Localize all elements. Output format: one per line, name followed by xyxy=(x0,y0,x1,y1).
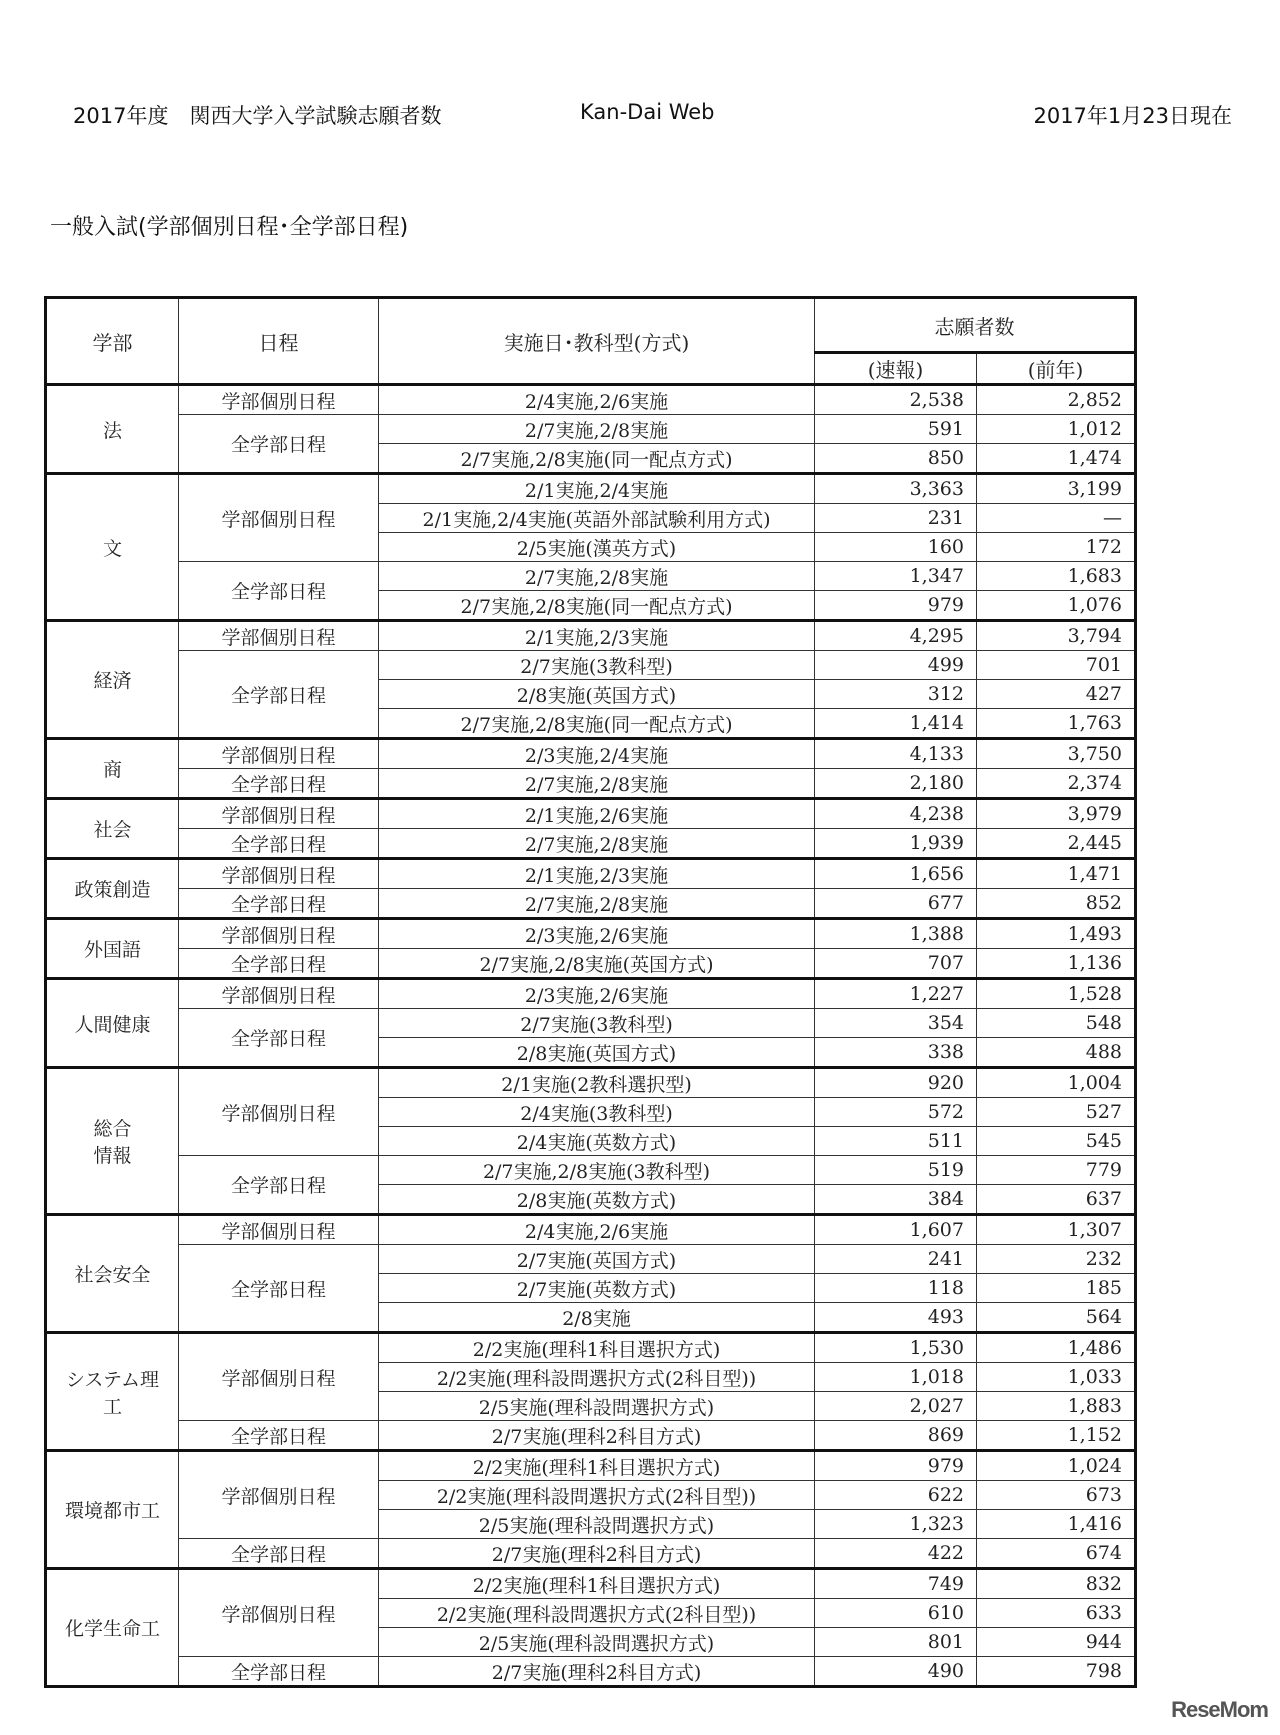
method-cell: 2/3実施,2/4実施 xyxy=(379,739,815,769)
current-count-cell: 2,538 xyxy=(815,385,977,415)
schedule-cell: 全学部日程 xyxy=(179,1009,379,1068)
table-row xyxy=(46,889,1136,919)
method-cell: 2/1実施,2/4実施(英語外部試験利用方式) xyxy=(379,504,815,533)
method-cell: 2/2実施(理科設問選択方式(2科目型)) xyxy=(379,1481,815,1510)
header-current: (速報) xyxy=(815,353,977,385)
faculty-cell: 外国語 xyxy=(46,919,179,979)
table-row xyxy=(46,1245,1136,1274)
previous-count-cell: — xyxy=(977,504,1136,533)
current-count-cell: 160 xyxy=(815,533,977,562)
current-count-cell: 3,363 xyxy=(815,474,977,504)
current-count-cell: 1,227 xyxy=(815,979,977,1009)
faculty-cell: 総合 情報 xyxy=(46,1068,179,1215)
method-cell: 2/2実施(理科1科目選択方式) xyxy=(379,1333,815,1363)
previous-count-cell: 1,004 xyxy=(977,1068,1136,1098)
table-row xyxy=(46,1156,1136,1185)
current-count-cell: 1,347 xyxy=(815,562,977,591)
current-count-cell: 1,939 xyxy=(815,829,977,859)
table-row xyxy=(46,474,1136,504)
table-row xyxy=(46,415,1136,444)
current-count-cell: 2,180 xyxy=(815,769,977,799)
schedule-cell: 全学部日程 xyxy=(179,1539,379,1569)
current-count-cell: 312 xyxy=(815,680,977,709)
previous-count-cell: 548 xyxy=(977,1009,1136,1038)
current-count-cell: 511 xyxy=(815,1127,977,1156)
method-cell: 2/8実施(英国方式) xyxy=(379,1038,815,1068)
previous-count-cell: 701 xyxy=(977,651,1136,680)
method-cell: 2/7実施(理科2科目方式) xyxy=(379,1539,815,1569)
current-count-cell: 572 xyxy=(815,1098,977,1127)
schedule-cell: 学部個別日程 xyxy=(179,1451,379,1539)
current-count-cell: 118 xyxy=(815,1274,977,1303)
table-row xyxy=(46,799,1136,829)
current-count-cell: 979 xyxy=(815,591,977,621)
table-body xyxy=(46,385,1136,1687)
current-count-cell: 1,414 xyxy=(815,709,977,739)
schedule-cell: 全学部日程 xyxy=(179,829,379,859)
method-cell: 2/7実施,2/8実施 xyxy=(379,769,815,799)
previous-count-cell: 674 xyxy=(977,1539,1136,1569)
previous-count-cell: 488 xyxy=(977,1038,1136,1068)
current-count-cell: 622 xyxy=(815,1481,977,1510)
schedule-cell: 学部個別日程 xyxy=(179,979,379,1009)
table-row xyxy=(46,949,1136,979)
previous-count-cell: 527 xyxy=(977,1098,1136,1127)
previous-count-cell: 3,199 xyxy=(977,474,1136,504)
table-row xyxy=(46,1068,1136,1098)
previous-count-cell: 832 xyxy=(977,1569,1136,1599)
method-cell: 2/7実施(英数方式) xyxy=(379,1274,815,1303)
current-count-cell: 4,238 xyxy=(815,799,977,829)
faculty-cell: 政策創造 xyxy=(46,859,179,919)
current-count-cell: 384 xyxy=(815,1185,977,1215)
table-row xyxy=(46,769,1136,799)
table-row xyxy=(46,859,1136,889)
method-cell: 2/8実施(英数方式) xyxy=(379,1185,815,1215)
faculty-cell: 商 xyxy=(46,739,179,799)
table-row xyxy=(46,651,1136,680)
table-row xyxy=(46,1333,1136,1363)
faculty-cell: 化学生命工 xyxy=(46,1569,179,1687)
previous-count-cell: 1,883 xyxy=(977,1392,1136,1421)
schedule-cell: 学部個別日程 xyxy=(179,859,379,889)
table-row xyxy=(46,1009,1136,1038)
table-row xyxy=(46,919,1136,949)
method-cell: 2/8実施(英国方式) xyxy=(379,680,815,709)
current-count-cell: 610 xyxy=(815,1599,977,1628)
schedule-cell: 学部個別日程 xyxy=(179,1068,379,1156)
previous-count-cell: 637 xyxy=(977,1185,1136,1215)
header-faculty: 学部 xyxy=(46,298,179,385)
faculty-cell: 経済 xyxy=(46,621,179,739)
faculty-cell: 法 xyxy=(46,385,179,474)
current-count-cell: 591 xyxy=(815,415,977,444)
previous-count-cell: 427 xyxy=(977,680,1136,709)
previous-count-cell: 1,528 xyxy=(977,979,1136,1009)
method-cell: 2/5実施(理科設問選択方式) xyxy=(379,1392,815,1421)
method-cell: 2/4実施,2/6実施 xyxy=(379,1215,815,1245)
previous-count-cell: 1,024 xyxy=(977,1451,1136,1481)
schedule-cell: 学部個別日程 xyxy=(179,1333,379,1421)
table-row xyxy=(46,385,1136,415)
method-cell: 2/7実施,2/8実施(3教科型) xyxy=(379,1156,815,1185)
current-count-cell: 869 xyxy=(815,1421,977,1451)
previous-count-cell: 1,416 xyxy=(977,1510,1136,1539)
previous-count-cell: 3,979 xyxy=(977,799,1136,829)
method-cell: 2/3実施,2/6実施 xyxy=(379,979,815,1009)
table-row xyxy=(46,1215,1136,1245)
table-row xyxy=(46,621,1136,651)
method-cell: 2/7実施,2/8実施(同一配点方式) xyxy=(379,591,815,621)
current-count-cell: 801 xyxy=(815,1628,977,1657)
applicants-table xyxy=(44,296,1137,1688)
header-previous: (前年) xyxy=(977,353,1136,385)
header-applicants: 志願者数 xyxy=(815,298,1136,353)
method-cell: 2/1実施,2/6実施 xyxy=(379,799,815,829)
previous-count-cell: 1,486 xyxy=(977,1333,1136,1363)
method-cell: 2/7実施(理科2科目方式) xyxy=(379,1421,815,1451)
method-cell: 2/1実施,2/3実施 xyxy=(379,621,815,651)
previous-count-cell: 564 xyxy=(977,1303,1136,1333)
previous-count-cell: 2,852 xyxy=(977,385,1136,415)
schedule-cell: 学部個別日程 xyxy=(179,1215,379,1245)
current-count-cell: 338 xyxy=(815,1038,977,1068)
method-cell: 2/2実施(理科設問選択方式(2科目型)) xyxy=(379,1599,815,1628)
table-row xyxy=(46,739,1136,769)
previous-count-cell: 852 xyxy=(977,889,1136,919)
schedule-cell: 学部個別日程 xyxy=(179,621,379,651)
current-count-cell: 850 xyxy=(815,444,977,474)
method-cell: 2/2実施(理科1科目選択方式) xyxy=(379,1569,815,1599)
current-count-cell: 422 xyxy=(815,1539,977,1569)
section-title: 一般入試(学部個別日程･全学部日程) xyxy=(50,215,409,240)
table-row xyxy=(46,1421,1136,1451)
current-count-cell: 1,656 xyxy=(815,859,977,889)
resemom-logo: ReseMom xyxy=(1171,1697,1268,1722)
method-cell: 2/7実施,2/8実施(同一配点方式) xyxy=(379,709,815,739)
method-cell: 2/7実施,2/8実施(英国方式) xyxy=(379,949,815,979)
previous-count-cell: 2,445 xyxy=(977,829,1136,859)
method-cell: 2/7実施(3教科型) xyxy=(379,1009,815,1038)
current-count-cell: 749 xyxy=(815,1569,977,1599)
method-cell: 2/5実施(理科設問選択方式) xyxy=(379,1628,815,1657)
previous-count-cell: 1,493 xyxy=(977,919,1136,949)
faculty-cell: 文 xyxy=(46,474,179,621)
method-cell: 2/2実施(理科設問選択方式(2科目型)) xyxy=(379,1363,815,1392)
previous-count-cell: 633 xyxy=(977,1599,1136,1628)
previous-count-cell: 798 xyxy=(977,1657,1136,1687)
method-cell: 2/7実施,2/8実施 xyxy=(379,562,815,591)
current-count-cell: 1,530 xyxy=(815,1333,977,1363)
document-title: 2017年度 関西大学入学試験志願者数 xyxy=(73,104,442,128)
table-row xyxy=(46,562,1136,591)
table-row xyxy=(46,979,1136,1009)
method-cell: 2/7実施(3教科型) xyxy=(379,651,815,680)
method-cell: 2/7実施,2/8実施 xyxy=(379,415,815,444)
method-cell: 2/3実施,2/6実施 xyxy=(379,919,815,949)
current-count-cell: 979 xyxy=(815,1451,977,1481)
current-count-cell: 354 xyxy=(815,1009,977,1038)
previous-count-cell: 1,474 xyxy=(977,444,1136,474)
schedule-cell: 全学部日程 xyxy=(179,1421,379,1451)
previous-count-cell: 185 xyxy=(977,1274,1136,1303)
current-count-cell: 490 xyxy=(815,1657,977,1687)
method-cell: 2/4実施,2/6実施 xyxy=(379,385,815,415)
header-method: 実施日･教科型(方式) xyxy=(379,298,815,385)
method-cell: 2/5実施(理科設問選択方式) xyxy=(379,1510,815,1539)
schedule-cell: 学部個別日程 xyxy=(179,474,379,562)
previous-count-cell: 1,763 xyxy=(977,709,1136,739)
previous-count-cell: 779 xyxy=(977,1156,1136,1185)
method-cell: 2/5実施(漢英方式) xyxy=(379,533,815,562)
schedule-cell: 学部個別日程 xyxy=(179,799,379,829)
schedule-cell: 学部個別日程 xyxy=(179,919,379,949)
method-cell: 2/7実施,2/8実施(同一配点方式) xyxy=(379,444,815,474)
schedule-cell: 全学部日程 xyxy=(179,415,379,474)
schedule-cell: 学部個別日程 xyxy=(179,739,379,769)
previous-count-cell: 1,076 xyxy=(977,591,1136,621)
previous-count-cell: 172 xyxy=(977,533,1136,562)
previous-count-cell: 1,471 xyxy=(977,859,1136,889)
current-count-cell: 4,133 xyxy=(815,739,977,769)
as-of-date: 2017年1月23日現在 xyxy=(1033,104,1232,128)
table-row xyxy=(46,1657,1136,1687)
previous-count-cell: 1,307 xyxy=(977,1215,1136,1245)
table-row xyxy=(46,829,1136,859)
previous-count-cell: 2,374 xyxy=(977,769,1136,799)
method-cell: 2/7実施,2/8実施 xyxy=(379,829,815,859)
faculty-cell: 社会 xyxy=(46,799,179,859)
method-cell: 2/8実施 xyxy=(379,1303,815,1333)
method-cell: 2/4実施(3教科型) xyxy=(379,1098,815,1127)
current-count-cell: 2,027 xyxy=(815,1392,977,1421)
previous-count-cell: 3,750 xyxy=(977,739,1136,769)
previous-count-cell: 673 xyxy=(977,1481,1136,1510)
current-count-cell: 707 xyxy=(815,949,977,979)
method-cell: 2/7実施(英国方式) xyxy=(379,1245,815,1274)
faculty-cell: 社会安全 xyxy=(46,1215,179,1333)
header-schedule: 日程 xyxy=(179,298,379,385)
current-count-cell: 1,018 xyxy=(815,1363,977,1392)
schedule-cell: 全学部日程 xyxy=(179,651,379,739)
schedule-cell: 全学部日程 xyxy=(179,889,379,919)
method-cell: 2/1実施,2/4実施 xyxy=(379,474,815,504)
previous-count-cell: 1,152 xyxy=(977,1421,1136,1451)
schedule-cell: 全学部日程 xyxy=(179,949,379,979)
current-count-cell: 920 xyxy=(815,1068,977,1098)
schedule-cell: 学部個別日程 xyxy=(179,385,379,415)
current-count-cell: 677 xyxy=(815,889,977,919)
faculty-cell: 人間健康 xyxy=(46,979,179,1068)
previous-count-cell: 232 xyxy=(977,1245,1136,1274)
current-count-cell: 1,388 xyxy=(815,919,977,949)
schedule-cell: 全学部日程 xyxy=(179,1156,379,1215)
faculty-cell: 環境都市工 xyxy=(46,1451,179,1569)
current-count-cell: 231 xyxy=(815,504,977,533)
current-count-cell: 4,295 xyxy=(815,621,977,651)
current-count-cell: 1,323 xyxy=(815,1510,977,1539)
method-cell: 2/7実施(理科2科目方式) xyxy=(379,1657,815,1687)
current-count-cell: 1,607 xyxy=(815,1215,977,1245)
table-row xyxy=(46,1569,1136,1599)
schedule-cell: 学部個別日程 xyxy=(179,1569,379,1657)
method-cell: 2/2実施(理科1科目選択方式) xyxy=(379,1451,815,1481)
table-row xyxy=(46,1451,1136,1481)
previous-count-cell: 3,794 xyxy=(977,621,1136,651)
method-cell: 2/4実施(英数方式) xyxy=(379,1127,815,1156)
table-row xyxy=(46,1539,1136,1569)
schedule-cell: 全学部日程 xyxy=(179,769,379,799)
previous-count-cell: 1,136 xyxy=(977,949,1136,979)
current-count-cell: 241 xyxy=(815,1245,977,1274)
faculty-cell: システム理 工 xyxy=(46,1333,179,1451)
schedule-cell: 全学部日程 xyxy=(179,562,379,621)
method-cell: 2/7実施,2/8実施 xyxy=(379,889,815,919)
previous-count-cell: 1,012 xyxy=(977,415,1136,444)
previous-count-cell: 944 xyxy=(977,1628,1136,1657)
method-cell: 2/1実施,2/3実施 xyxy=(379,859,815,889)
method-cell: 2/1実施(2教科選択型) xyxy=(379,1068,815,1098)
site-name: Kan-Dai Web xyxy=(580,100,715,124)
schedule-cell: 全学部日程 xyxy=(179,1245,379,1333)
schedule-cell: 全学部日程 xyxy=(179,1657,379,1687)
previous-count-cell: 545 xyxy=(977,1127,1136,1156)
current-count-cell: 519 xyxy=(815,1156,977,1185)
current-count-cell: 493 xyxy=(815,1303,977,1333)
previous-count-cell: 1,683 xyxy=(977,562,1136,591)
previous-count-cell: 1,033 xyxy=(977,1363,1136,1392)
current-count-cell: 499 xyxy=(815,651,977,680)
